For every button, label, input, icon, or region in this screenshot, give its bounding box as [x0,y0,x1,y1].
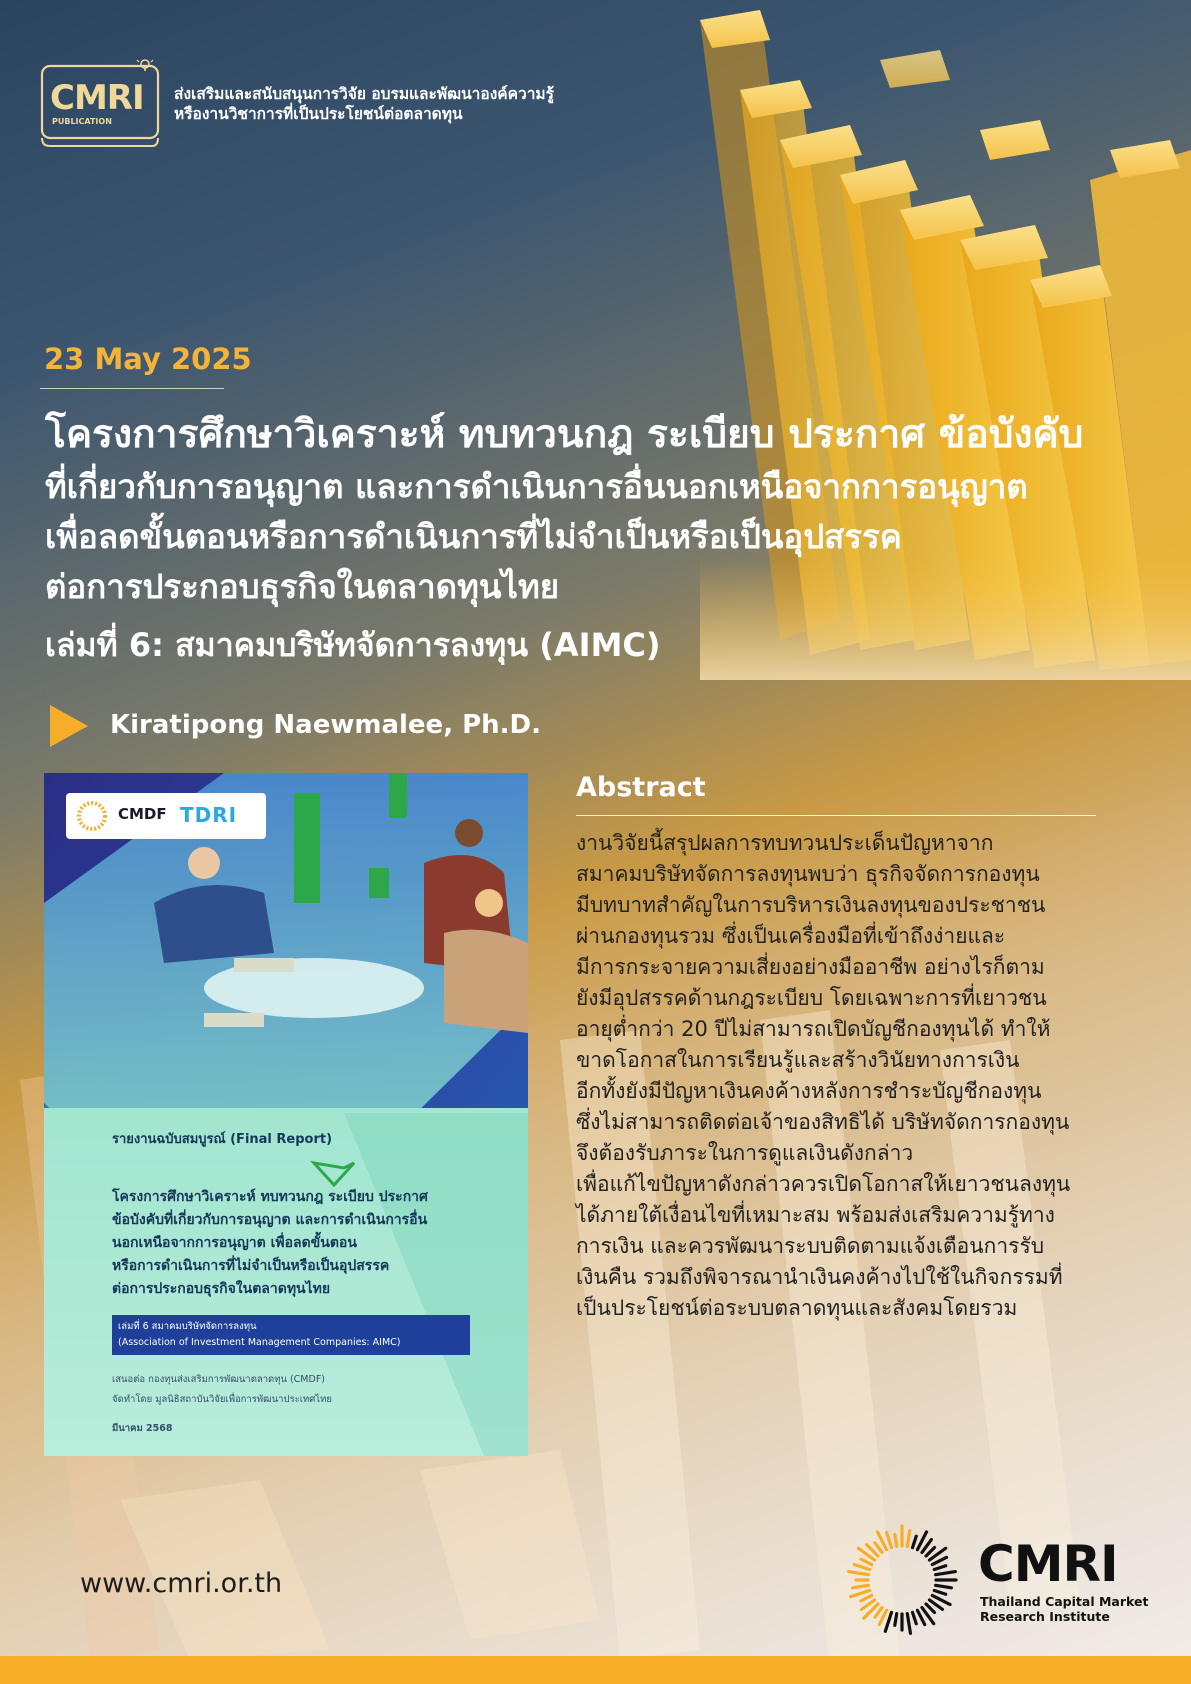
abstract-line: มีการกระจายความเสี่ยงอย่างมืออาชีพ อย่างไรก็ตาม [576,955,1045,979]
cover-title-line-2: ข้อบังคับที่เกี่ยวกับการอนุญาต และการดำเนินการอื่น [112,1212,428,1228]
abstract-line: เพื่อแก้ไขปัญหาดังกล่าวควรเปิดโอกาสให้เยาวชนลงทุน [576,1172,1071,1196]
abstract-line: ผ่านกองทุนรวม ซึ่งเป็นเครื่องมือที่เข้าถึงง่ายและ [576,924,1006,948]
abstract-line: งานวิจัยนี้สรุปผลการทบทวนประเด็นปัญหาจาก [576,831,994,855]
cover-volume-text [118,1319,468,1351]
abstract-line: อายุต่ำกว่า 20 ปีไม่สามารถเปิดบัญชีกองทุนได้ ทำให้ [576,1017,1051,1041]
title-line-4: ต่อการประกอบธุรกิจในตลาดทุนไทย [45,567,560,606]
cover-date: มีนาคม 2568 [112,1423,173,1434]
tagline-line-1: ส่งเสริมและสนับสนุนการวิจัย อบรมและพัฒนาองค์ความรู้ [174,85,554,103]
cover-title-line-1: โครงการศึกษาวิเคราะห์ ทบทวนกฎ ระเบียบ ประกาศ [112,1189,428,1205]
abstract-line: เงินคืน รวมถึงพิจารณานำเงินคงค้างไปใช้ในกิจกรรมที่ [576,1265,1063,1289]
report-title [45,408,1155,674]
author-name: Kiratipong Naewmalee, Ph.D. [110,710,542,740]
tagline-line-2: หรืองานวิชาการที่เป็นประโยชน์ต่อตลาดทุน [174,105,463,123]
cover-title-line-5: ต่อการประกอบธุรกิจในตลาดทุนไทย [112,1281,331,1297]
abstract-body [576,828,1106,1324]
cmri-sub-line-2: Research Institute [980,1609,1110,1624]
cmri-sunburst-icon [846,1524,958,1636]
abstract-line: ซึ่งไม่สามารถติดต่อเจ้าของสิทธิได้ บริษัทจัดการกองทุน [576,1110,1070,1134]
badge-sub: PUBLICATION [52,117,112,126]
cover-band-line-2: (Association of Investment Management Companies: AIMC) [118,1337,401,1348]
cover-meta [112,1370,332,1410]
cmri-logo-text: CMRI [978,1535,1118,1593]
play-arrow-icon [50,705,88,747]
cover-logo-tdri: TDRI [180,803,238,827]
title-line-3: เพื่อลดขั้นตอนหรือการดำเนินการที่ไม่จำเป็นหรือเป็นอุปสรรค [45,517,902,556]
website-link[interactable]: www.cmri.or.th [80,1568,283,1599]
abstract-line: ขาดโอกาสในการเรียนรู้และสร้างวินัยทางการเงิน [576,1048,1020,1072]
cover-title-line-3: นอกเหนือจากการอนุญาต เพื่อลดขั้นตอน [112,1235,357,1251]
cover-band-line-1: เล่มที่ 6 สมาคมบริษัทจัดการลงทุน [118,1321,257,1332]
abstract-line: การเงิน และควรพัฒนาระบบติดตามแจ้งเตือนการรับ [576,1234,1045,1258]
abstract-line: เป็นประโยชน์ต่อระบบตลาดทุนและสังคมโดยรวม [576,1296,1018,1320]
abstract-heading: Abstract [576,772,706,803]
cmri-logo-subtitle [980,1594,1148,1624]
cover-report-label: รายงานฉบับสมบูรณ์ (Final Report) [112,1132,333,1147]
volume-title: เล่มที่ 6: สมาคมบริษัทจัดการลงทุน (AIMC) [45,626,661,664]
cover-title [112,1186,497,1301]
abstract-line: จึงต้องรับภาระในการดูแลเงินดังกล่าว [576,1141,914,1165]
tagline [174,84,554,124]
badge-label: CMRI [50,78,144,118]
cover-logo-cmdf: CMDF [118,805,167,823]
abstract-line: มีบทบาทสำคัญในการบริหารเงินลงทุนของประชาชน [576,893,1046,917]
title-line-1: โครงการศึกษาวิเคราะห์ ทบทวนกฎ ระเบียบ ประกาศ ข้อบังคับ [45,412,1084,457]
cmri-sub-line-1: Thailand Capital Market [980,1594,1149,1609]
publication-date: 23 May 2025 [44,342,252,376]
abstract-divider [576,815,1096,816]
cover-title-line-4: หรือการดำเนินการที่ไม่จำเป็นหรือเป็นอุปสรรค [112,1258,390,1274]
abstract-line: อีกทั้งยังมีปัญหาเงินคงค้างหลังการชำระบัญชีกองทุน [576,1079,1042,1103]
date-divider [40,388,224,389]
abstract-line: ได้ภายใต้เงื่อนไขที่เหมาะสม พร้อมส่งเสริมความรู้ทาง [576,1203,1055,1227]
abstract-line: ยังมีอุปสรรคด้านกฎระเบียบ โดยเฉพาะการที่เยาวชน [576,986,1047,1010]
abstract-line: สมาคมบริษัทจัดการลงทุนพบว่า ธุรกิจจัดการกองทุน [576,862,1040,886]
bottom-accent-bar [0,1656,1191,1684]
cover-prepared-by: จัดทำโดย มูลนิธิสถาบันวิจัยเพื่อการพัฒนาประเทศไทย [112,1394,332,1405]
title-line-2: ที่เกี่ยวกับการอนุญาต และการดำเนินการอื่นนอกเหนือจากการอนุญาต [45,467,1028,506]
cmdf-sun-icon [74,798,110,834]
cover-presented-to: เสนอต่อ กองทุนส่งเสริมการพัฒนาตลาดทุน (CMDF) [112,1374,325,1385]
